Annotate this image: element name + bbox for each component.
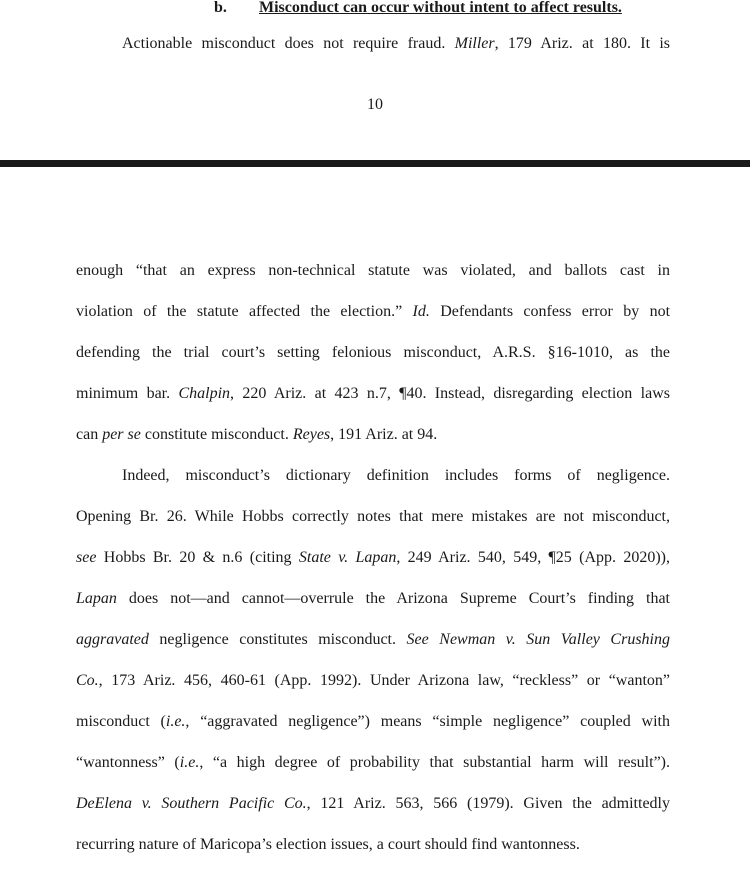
- text-line: defending the trial court’s setting felonious misconduct, A.R.S. §16-1010, as the: [76, 344, 670, 361]
- text-line: Co., 173 Ariz. 456, 460-61 (App. 1992). Under Arizona law, “reckless” or “wanton”: [76, 672, 670, 689]
- citation-id: Id.: [412, 303, 430, 320]
- text-line: “wantonness” (i.e., “a high degree of probability that substantial harm will result”).: [76, 754, 670, 771]
- emphasis: per se: [102, 426, 141, 443]
- text-line: minimum bar. Chalpin, 220 Ariz. at 423 n.7, ¶40. Instead, disregarding election laws: [76, 385, 670, 402]
- emphasis: i.e.: [165, 713, 186, 730]
- emphasis: i.e.: [179, 754, 200, 771]
- page-number: 10: [367, 96, 383, 113]
- case-citation: Miller: [454, 35, 495, 52]
- text-line: recurring nature of Maricopa’s election issues, a court should find wantonness.: [76, 836, 580, 853]
- previous-page-bottom: [0, 0, 750, 160]
- emphasis: aggravated: [76, 631, 149, 648]
- case-citation: Co.: [76, 672, 99, 689]
- page-divider: [0, 160, 750, 167]
- text-line: misconduct (i.e., “aggravated negligence”) means “simple negligence” coupled with: [76, 713, 670, 730]
- text-line: Lapan does not—and cannot—overrule the Arizona Supreme Court’s finding that: [76, 590, 670, 607]
- case-citation: DeElena v. Southern Pacific Co.: [76, 795, 307, 812]
- text-line: can per se constitute misconduct. Reyes, 191 Ariz. at 94.: [76, 426, 438, 443]
- top-paragraph-line: Actionable misconduct does not require fraud. Miller, 179 Ariz. at 180. It is: [122, 35, 670, 52]
- case-citation: Chalpin: [178, 385, 231, 402]
- case-citation: See Newman v. Sun Valley Crushing: [406, 631, 670, 648]
- signal-word: see: [76, 549, 97, 566]
- section-heading: Misconduct can occur without intent to affect results.: [259, 0, 622, 16]
- text-line: Indeed, misconduct’s dictionary definition includes forms of negligence.: [122, 467, 670, 484]
- case-citation: Reyes: [292, 426, 331, 443]
- text-line: Opening Br. 26. While Hobbs correctly notes that mere mistakes are not misconduct,: [76, 508, 670, 525]
- case-citation: State v. Lapan: [298, 549, 397, 566]
- document-body: [76, 256, 670, 871]
- text-line: aggravated negligence constitutes misconduct. See Newman v. Sun Valley Crushing: [76, 631, 670, 648]
- section-letter: b.: [214, 0, 227, 16]
- text-line: DeElena v. Southern Pacific Co., 121 Ariz. 563, 566 (1979). Given the admittedly: [76, 795, 670, 812]
- case-citation: Lapan: [76, 590, 117, 607]
- text-line: enough “that an express non-technical statute was violated, and ballots cast in: [76, 262, 670, 279]
- text-line: violation of the statute affected the election.” Id. Defendants confess error by not: [76, 303, 670, 320]
- text-line: see Hobbs Br. 20 & n.6 (citing State v. Lapan, 249 Ariz. 540, 549, ¶25 (App. 2020)),: [76, 549, 670, 566]
